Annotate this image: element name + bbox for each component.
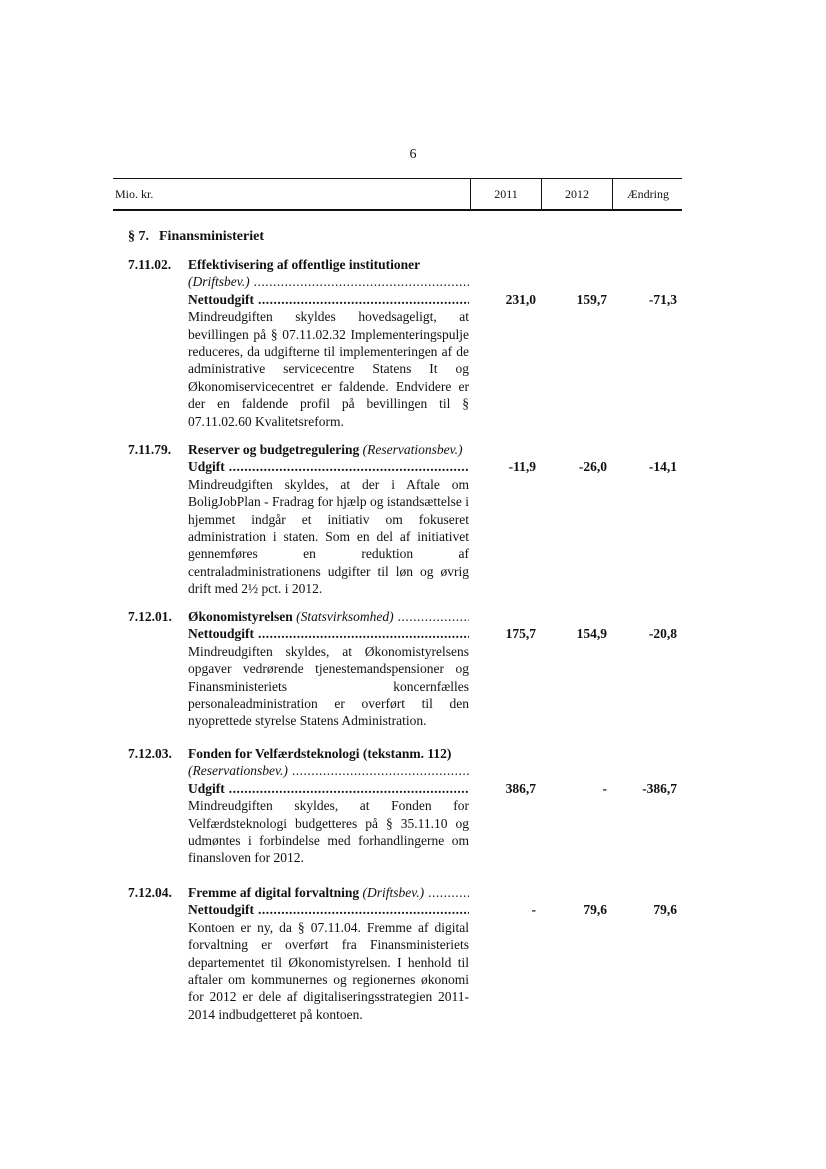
item-title: Effektivisering af offentlige institutioner xyxy=(188,257,421,272)
page-number: 6 xyxy=(409,147,417,162)
table-header xyxy=(113,178,682,211)
value-2011: 231,0 xyxy=(505,291,536,307)
amount-label-line: Nettoudgift ..... xyxy=(188,901,469,918)
item-body xyxy=(188,256,469,430)
item-body xyxy=(188,441,469,598)
value-2012: 79,6 xyxy=(583,902,607,918)
appropriation-type-line: (Reservationsbev.) ..... xyxy=(188,762,469,779)
section-title xyxy=(128,229,264,245)
account-code: 7.11.79. xyxy=(128,442,172,457)
account-code: 7.11.02. xyxy=(128,257,172,272)
item-body xyxy=(188,884,469,1023)
item-description: Mindreudgiften skyldes, at Fonden for Velfærdsteknologi budgetteres på § 35.11.10 og udmøntes i forbindelse med forhandlingerne om finansloven for 2012. xyxy=(188,798,469,866)
account-code: 7.12.03. xyxy=(128,746,172,761)
account-code: 7.12.04. xyxy=(128,885,172,900)
column-2012: 2012 xyxy=(541,179,612,209)
value-change: 79,6 xyxy=(653,902,677,918)
unit-label: Mio. kr. xyxy=(115,187,154,201)
item-description: Mindreudgiften skyldes hovedsageligt, at bevillingen på § 07.11.02.32 Implementeringspulje reduceres, da udgifterne til implementeringen af de administrative servicecentre Statens It og Økonomiservicecentret er faldende. Endvidere er der en faldende profil på bevillingen til § 07.11.02.60 Kvalitetsreform. xyxy=(188,309,469,429)
section-symbol: § 7. xyxy=(128,229,149,244)
column-2011: 2011 xyxy=(470,179,541,209)
column-change: Ændring xyxy=(612,179,683,209)
item-title: Reserver og budgetregulering (Reservationsbev.) xyxy=(188,442,463,457)
item-body xyxy=(188,745,469,867)
value-2011: 175,7 xyxy=(505,626,536,642)
value-change: -14,1 xyxy=(648,459,677,475)
appropriation-type-line: (Driftsbev.) ..... xyxy=(188,273,469,290)
item-title: Fremme af digital forvaltning (Driftsbev.) ..... xyxy=(188,884,469,901)
account-code: 7.12.01. xyxy=(128,609,172,624)
value-change: -386,7 xyxy=(642,780,677,796)
value-2011: -11,9 xyxy=(508,459,536,475)
value-2011: - xyxy=(531,902,536,918)
item-title: Økonomistyrelsen (Statsvirksomhed) ..... xyxy=(188,608,469,625)
item-title: Fonden for Velfærdsteknologi (tekstanm. 112) xyxy=(188,746,452,761)
amount-label-line: Udgift ..... xyxy=(188,458,469,475)
value-change: -71,3 xyxy=(648,291,677,307)
amount-label-line: Nettoudgift ..... xyxy=(188,625,469,642)
amount-label-line: Nettoudgift ..... xyxy=(188,291,469,308)
item-body xyxy=(188,608,469,730)
item-description: Kontoen er ny, da § 07.11.04. Fremme af digital forvaltning er overført fra Finansministeriets departementet til Økonomistyrelsen. I henhold til aftaler om kommunernes og regionernes økonomi for 2012 er dele af digitaliseringsstrategien 2011-2014 indbudgetteret på kontoen. xyxy=(188,919,469,1022)
value-2011: 386,7 xyxy=(505,780,536,796)
section-name: Finansministeriet xyxy=(159,229,264,244)
value-2012: -26,0 xyxy=(578,459,607,475)
item-description: Mindreudgiften skyldes, at Økonomistyrelsens opgaver vedrørende tjenestemandspensioner og Finansministeriets koncernfælles personaleadministration er overført til den nyoprettede styrelse Statens Administration. xyxy=(188,643,469,729)
value-2012: 159,7 xyxy=(576,291,607,307)
value-2012: - xyxy=(602,780,607,796)
value-change: -20,8 xyxy=(648,626,677,642)
value-2012: 154,9 xyxy=(576,626,607,642)
item-description: Mindreudgiften skyldes, at der i Aftale om BoligJobPlan - Fradrag for hjælp og istandsættelse i hjemmet indgår et initiativ om fokuseret administration i staten. Som en del af initiativet gennemføres en reduktion af centraladministrationens udgifter til løn og øvrig drift med 2½ pct. i 2012. xyxy=(188,476,469,597)
amount-label-line: Udgift ..... xyxy=(188,780,469,797)
